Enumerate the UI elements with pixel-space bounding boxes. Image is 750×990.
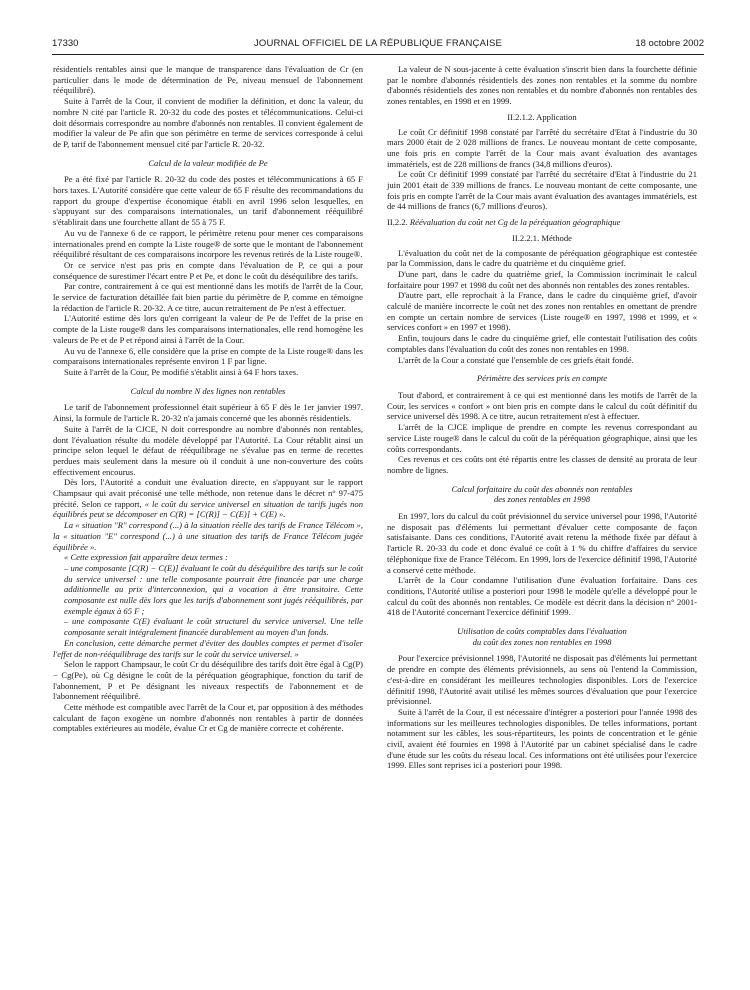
paragraph: Le coût Cr définitif 1998 constaté par l'arrêté du secrétaire d'Etat à l'industrie du 30 mars 2000 était de 2 028 millions de francs. Le nouveau montant de cette composante, une fois pris en compte l'arrêt de la Cour mais avant évaluation des avantages immatériels, est de 228 millions de francs (34,8 millions d'euros). [387,126,697,169]
paragraph: Au vu de l'annexe 6, elle considère que la prise en compte de la Liste rouge® dans les comparaisons internationales représente environ 1 F par ligne. [53,345,363,367]
section-heading [387,484,697,505]
paragraph: En 1997, lors du calcul du coût prévisionnel du service universel pour 1998, l'Autorité ne disposait pas d'éléments lui permettant d'évaluer cette composante de façon satisfaisante. Dans ces conditions, l'Autorité avait retenu la méthode fixée par défaut à l'article R. 20-33 du code et donc évalué ce coût à 1 % du chiffre d'affaires du service téléphonique fixe de France Télécom. En 1999, lors de l'exercice définitif 1998, l'Autorité a conservé cette méthode. [387,511,697,575]
paragraph: résidentiels rentables ainsi que le manque de transparence dans l'évaluation de Cr (en particulier dans le mode de détermination de Pe, niveau mensuel de l'abonnement rééquilibré). [53,64,363,96]
quote-paragraph: En conclusion, cette démarche permet d'éviter des doubles comptes et permet d'isoler l'effet de non-rééquilibrage des tarifs sur le coût du service universel. » [53,637,363,659]
publication-date: 18 octobre 2002 [635,38,704,49]
heading-line: Calcul forfaitaire du coût des abonnés non rentables [451,483,633,494]
paragraph: Suite à l'arrêt de la Cour, Pe modifié s'établit ainsi à 64 F hors taxes. [64,366,299,377]
quote-paragraph: « Cette expression fait apparaître deux termes : [64,552,228,563]
paragraph: Selon le rapport Champsaur, le coût Cr du déséquilibre des tarifs doit être égal à Cg(P) − Cg(Pe), où Cg désigne le coût de la péréquation géographique, fonction du tarif de l'abonnement, P et Pe désignant les niveaux respectifs de l'abonnement et de l'abonnement rééquilibré. [53,659,363,702]
paragraph: L'évaluation du coût net de la composante de péréquation géographique est contestée par la Commission, dans le cadre du quatrième et du cinquième grief. [387,247,697,269]
paragraph: La valeur de N sous-jacente à cette évaluation s'inscrit bien dans la fourchette définie par le nombre d'abonnés résidentiels des zones non rentables et la somme du nombre d'abonnés résidentiels des zones non rentables et du nombre d'abonnés non rentables des zones rentables, en 1998 et en 1999. [387,64,697,107]
quote-list-item: – une composante C(E) évaluant le coût structurel du service universel. Une telle composante serait intégralement financée durablement au moyen d'un fonds. [64,616,363,638]
section-number: II.2.2. [387,217,410,228]
paragraph: Ces revenus et ces coûts ont été répartis entre les classes de densité au prorata de leur nombre de lignes. [387,454,697,475]
paragraph: L'arrêt de la Cour a constaté que l'ensemble de ces griefs était fondé. [398,354,634,365]
quote-list-item: – une composante [C(R) − C(E)] évaluant le coût du déséquilibre des tarifs sur le coût du service universel : une telle composante pourrait être financée par une charge additionnelle au prix d'interconnexion, qui a vocation à être transitoire. Cette composante est nulle dès lors que les tarifs d'abonnement sont jugés rééquilibrés, par exemple égaux à 65 F ; [64,562,363,616]
paragraph: L'Autorité estime dès lors qu'en corrigeant la valeur de Pe de l'effet de la prise en compte de la Liste rouge® dans les comparaisons internationales, elle rend homogène les valeurs de Pe et de P et répond ainsi à l'arrêt de la Cour. [53,313,363,345]
paragraph: D'une part, dans le cadre du quatrième grief, la Commission incriminait le calcul forfaitaire pour 1997 et 1998 du coût net des abonnés non rentables des zones rentables. [387,268,697,290]
paragraph [53,477,363,520]
header-rule [52,54,704,55]
section-title: Réévaluation du coût net Cg de la péréquation géographique [409,217,621,228]
section-heading: Calcul du nombre N des lignes non rentables [130,385,286,396]
quote-text: « le coût du service universel en situation de tarifs jugés non équilibrés peut se décomposer en C(R) = [C(R)] − C(E)] + C(E) ». [53,498,363,520]
paragraph: Par contre, contrairement à ce qui est mentionné dans les motifs de l'arrêt de la Cour, le service de facturation détaillée fait bien partie du périmètre de P, comme en témoigne la rédaction de l'article R. 20-32. A ce titre, aucun retraitement de Pe n'est à effectuer. [53,281,363,313]
journal-title: JOURNAL OFFICIEL DE LA RÉPUBLIQUE FRANÇAISE [253,38,503,49]
paragraph: Or ce service n'est pas pris en compte dans l'évaluation de P, ce qui a pour conséquence de surestimer l'écart entre P et Pe, et donc le coût du déséquilibre des tarifs. [53,259,363,281]
paragraph-text: Dès lors, l'Autorité a conduit une évaluation directe, en s'appuyant sur le rapport Champsaur qui avait préconisé une telle méthode, non retenue dans le décret n° 97-475 précité. Selon ce rapport, [53,477,363,509]
section-heading [387,626,697,647]
section-heading: Calcul de la valeur modifiée de Pe [148,157,268,168]
paragraph: L'arrêt de la CJCE implique de prendre en compte les revenus correspondant au service Liste rouge® dans le calcul du coût de la péréquation géographique, ainsi que les coûts correspondants. [387,422,697,454]
paragraph: Suite à l'arrêt de la Cour, il convient de modifier la définition, et donc la valeur, du nombre N cité par l'article R. 20-32 du code des postes et télécommunications. Celui-ci doit désormais correspondre au nombre d'abonnés non rentables. Il convient également de modifier la valeur de Pe afin que son périmètre en terme de services corresponde à celui de P, tarif de l'abonnement mensuel cité par l'article R. 20-32. [53,96,363,149]
right-column [387,64,697,771]
paragraph: Pour l'exercice prévisionnel 1998, l'Autorité ne disposait pas d'éléments lui permettant de prendre en compte des éléments prévisionnels, au sens où l'entend la Commission, c'est-à-dire en considérant les meilleures technologies disponibles. Lors de l'exercice définitif 1998, l'Autorité avait utilisé les mêmes sources d'évaluation que pour l'exercice prévisionnel. [387,653,697,707]
section-heading: II.2.1.2. Application [507,111,577,122]
section-heading [387,217,697,228]
paragraph: Au vu de l'annexe 6 de ce rapport, le périmètre retenu pour mener ces comparaisons internationales prend en compte la Liste rouge® de sorte que le montant de l'abonnement rééquilibré résultant de ces comparaisons incorpore les revenus retirés de la Liste rouge®. [53,227,363,260]
paragraph: Pe a été fixé par l'article R. 20-32 du code des postes et télécommunications à 65 F hors taxes. L'Autorité considère que cette valeur de 65 F résulte des recommandations du rapport du groupe d'expertise économique établi en avril 1996 selon lesquelles, en s'appuyant sur des comparaisons internationales, un tarif d'abonnement rééquilibré s'établirait dans une fourchette allant de 55 à 75 F. [53,174,363,228]
left-column [53,64,363,734]
heading-line: Utilisation de coûts comptables dans l'évaluation [457,626,627,637]
quote-paragraph: La « situation "R" correspond (...) à la situation réelle des tarifs de France Télécom », la « situation "E" correspond (...) à une situation des tarifs de France Télécom jugée équilibrée ». [53,520,363,552]
heading-line: des zones rentables en 1998 [493,494,591,505]
paragraph: Le tarif de l'abonnement professionnel était supérieur à 65 F dès le 1er janvier 1997. Ainsi, la formule de l'article R. 20-32 n'a jamais concerné que les abonnés résidentiels. [53,402,363,424]
section-heading: II.2.2.1. Méthode [512,232,572,243]
section-heading: Périmètre des services pris en compte [476,373,608,384]
paragraph: Enfin, toujours dans le cadre du cinquième grief, elle contestait l'utilisation des coûts comptables dans l'évaluation du coût des zones non rentables en 1998. [387,333,697,354]
paragraph: Le coût Cr définitif 1999 constaté par l'arrêté du secrétaire d'Etat à l'industrie du 21 juin 2001 était de 339 millions de francs. Le nouveau montant de cette composante, une fois pris en compte l'arrêt de la Cour mais avant évaluation des avantages immatériels, est de 44 millions de francs (6,7 millions d'euros). [387,169,697,212]
paragraph: Suite à l'arrêt de la Cour, il est nécessaire d'intégrer a posteriori pour l'année 1998 des informations sur les meilleures technologies disponibles. De telles informations, portant notamment sur les câbles, les sous-répartiteurs, les points de concentration et le génie civil, avaient été fournies en 1998 à l'Autorité par un cabinet spécialisé dans le cadre d'une étude sur les coûts du réseau local. Ces informations ont été utilisées pour l'exercice 1999. Elles sont reprises ici a posteriori pour 1998. [387,706,697,771]
paragraph: Tout d'abord, et contrairement à ce qui est mentionné dans les motifs de l'arrêt de la Cour, les services « confort » ont bien pris en compte dans le calcul du coût définitif du service universel dès 1998. A ce titre, aucun retraitement n'est à effectuer. [387,389,697,422]
paragraph: D'autre part, elle reprochait à la France, dans le cadre du cinquième grief, d'avoir calculé de manière incorrecte le coût net des zones non rentables en omettant de prendre en compte un certain nombre de services (Liste rouge® en 1997, 1998 et 1999, et « services confort » en 1997 et 1998). [387,290,697,333]
paragraph: L'arrêt de la Cour condamne l'utilisation d'une évaluation forfaitaire. Dans ces conditions, l'Autorité utilise a posteriori pour 1998 le modèle qu'elle a développé pour le calcul du coût des abonnés non rentables. Ce modèle est décrit dans la décision n° 2001-418 de l'Autorité concernant l'exercice définitif 1999. [387,575,697,618]
paragraph: Cette méthode est compatible avec l'arrêt de la Cour et, par opposition à des méthodes calculant de façon exogène un nombre d'abonnés non rentables à partir de données comptables extérieures au modèle, évalue Cr et Cg de manière correcte et cohérente. [53,702,363,734]
page-header [52,38,704,52]
paragraph: Suite à l'arrêt de la CJCE, N doit correspondre au nombre d'abonnés non rentables, dont l'évaluation résulte du modèle développé par l'Autorité. La Cour rétablit ainsi un principe selon lequel le défaut de rééquilibrage ne s'évalue pas en terme de recettes perdues mais seulement dans la mesure où il conduit à une non-couverture des coûts effectivement encourus. [53,423,363,477]
page-number: 17330 [52,38,79,49]
heading-line: du coût des zones non rentables en 1998 [472,636,612,647]
